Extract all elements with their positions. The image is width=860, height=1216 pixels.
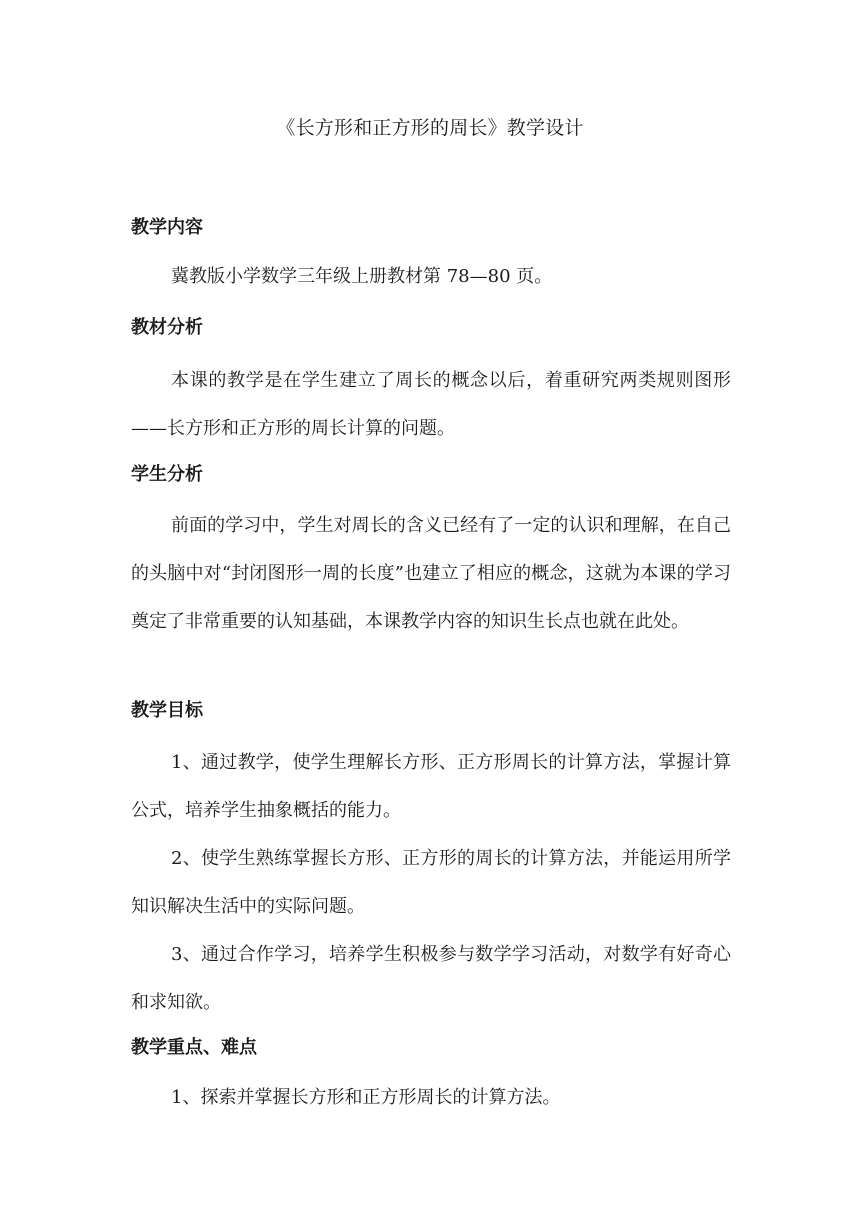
section-teaching-content [131, 214, 731, 242]
section-material-analysis-body [131, 357, 731, 453]
section-key-points [131, 1034, 731, 1062]
paragraph: 2、使学生熟练掌握长方形、正方形的周长的计算方法，并能运用所学知识解决生活中的实际问题。 [131, 848, 731, 917]
paragraph: 冀教版小学数学三年级上册教材第 78—80 页。 [171, 266, 553, 287]
paragraph: 1、探索并掌握长方形和正方形周长的计算方法。 [171, 1087, 561, 1108]
section-student-analysis [131, 461, 731, 489]
paragraph: 3、通过合作学习，培养学生积极参与数学学习活动，对数学有好奇心和求知欲。 [131, 944, 731, 1013]
paragraph: 本课的教学是在学生建立了周长的概念以后，着重研究两类规则图形——长方形和正方形的周长计算的问题。 [131, 370, 731, 439]
section-teaching-goals [131, 697, 731, 725]
document-title: 《长方形和正方形的周长》教学设计 [276, 117, 584, 139]
section-heading: 教学重点、难点 [131, 1037, 257, 1058]
section-key-points-body [131, 1074, 731, 1122]
paragraph: 1、通过教学，使学生理解长方形、正方形周长的计算方法，掌握计算公式，培养学生抽象概括的能力。 [131, 752, 731, 821]
section-teaching-content-body [131, 253, 731, 301]
section-material-analysis [131, 314, 731, 342]
section-heading: 教学目标 [131, 700, 203, 721]
section-heading: 教学内容 [131, 217, 203, 238]
section-student-analysis-body [131, 502, 731, 646]
paragraph: 前面的学习中，学生对周长的含义已经有了一定的认识和理解，在自己的头脑中对“封闭图形一周的长度”也建立了相应的概念，这就为本课的学习奠定了非常重要的认知基础，本课教学内容的知识生长点也就在此处。 [131, 515, 731, 632]
section-teaching-goals-body [131, 739, 731, 1027]
section-heading: 学生分析 [131, 464, 203, 485]
section-heading: 教材分析 [131, 317, 203, 338]
